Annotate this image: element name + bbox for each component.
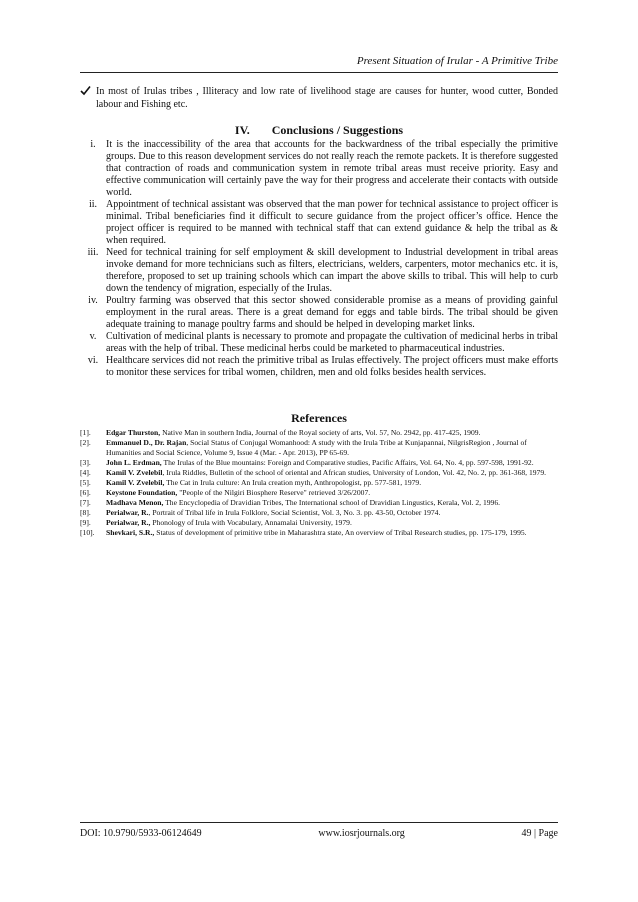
bullet-paragraph [80,85,558,111]
conclusion-item [80,139,558,199]
conclusions-list [80,139,558,379]
ref-author: Keystone Foundation, [106,488,178,497]
ref-details: The Cat in Irula culture: An Irula creation myth, Anthropologist, pp. 577-581, 1979. [164,478,422,487]
ref-details: , Social Status of Conjugal Womanhood: A study with the Irula Tribe at Kunjapannai, NilgrisRegion , Journal of Humanities and Social Science, Volume 9, Issue 4 (Mar. - Apr. 2013), PP 65-69. [106,438,527,457]
ref-author: Shevkari, S.R., [106,528,155,537]
reference-item [80,468,558,478]
footer-website: www.iosrjournals.org [318,828,405,839]
ref-number: [2]. [80,438,91,447]
item-text: Appointment of technical assistant was observed that the man power for technical assistance to project officer is minimal. Tribal beneficiaries find it difficult to secure guidance from the project officer’s office. Hence the project officer is required to be manned with technical staff that can extend guidance & help the tribal as & when required. [106,199,558,246]
conclusion-item [80,247,558,295]
running-title: Present Situation of Irular - A Primitive Tribe [356,55,558,67]
reference-item [80,508,558,518]
conclusion-item [80,355,558,379]
item-number: ii. [88,199,98,210]
reference-item [80,498,558,508]
reference-item [80,458,558,468]
item-number: iv. [88,295,98,306]
ref-number: [7]. [80,498,91,507]
ref-number: [10]. [80,528,95,537]
bullet-text: In most of Irulas tribes , Illiteracy and low rate of livelihood stage are causes for hunter, wood cutter, Bonded labour and Fishing etc. [96,86,558,110]
ref-author: Edgar Thurston, [106,428,161,437]
ref-details: , Portrait of Tribal life in Irula Folklore, Social Scientist, Vol. 3, No. 3. pp. 43-50, October 1974. [148,508,441,517]
ref-details: The Irulas of the Blue mountains: Foreign and Comparative studies, Pacific Affairs, Vol. 64, No. 4, pp. 597-598, 1991-92. [161,458,534,467]
ref-author: Madhava Menon, [106,498,164,507]
conclusion-item [80,295,558,331]
ref-details: "People of the Nilgiri Biosphere Reserve" retrieved 3/26/2007. [177,488,371,497]
ref-details: Phonology of Irula with Vocabulary, Annamalai University, 1979. [150,518,352,527]
references-list [80,428,558,538]
page-footer [80,828,558,839]
ref-author: Kamil V. Zvelebil [106,468,163,477]
section-heading [80,123,558,138]
reference-item [80,528,558,538]
header-rule [80,72,558,73]
conclusion-item [80,331,558,355]
footer-page-number: 49 | Page [521,828,558,839]
reference-item [80,518,558,528]
ref-details: Status of development of primitive tribe in Maharashtra state, An overview of Tribal Research studies, pp. 175-179, 1995. [154,528,527,537]
item-number: iii. [87,247,99,258]
reference-item [80,428,558,438]
reference-item [80,478,558,488]
item-text: It is the inaccessibility of the area that accounts for the backwardness of the tribal especially the primitive groups. Due to this reason development services do not really reach the remote packets. It is therefore suggested that contraction of roads and communication system in remote tribal areas must receive priority. Easy and effective communication will certainly pave the way for their progress and accelerate their contacts with outside world. [106,139,558,198]
item-text: Healthcare services did not reach the primitive tribal as Irulas effectively. The project officers must make efforts to monitor these services for tribal women, children, men and old folks besides health services. [106,355,558,378]
ref-number: [3]. [80,458,91,467]
ref-number: [6]. [80,488,91,497]
reference-item [80,488,558,498]
ref-author: Perialwar, R., [106,518,151,527]
ref-author: John L. Erdman, [106,458,162,467]
item-number: i. [90,139,96,150]
references-heading: References [291,411,347,425]
ref-details: The Encyclopedia of Dravidian Tribes, The International school of Dravidian Lingustics, Kerala, Vol. 2, 1996. [163,498,501,507]
ref-details: , Irula Riddles, Bulletin of the school of oriental and African studies, University of London, Vol. 42, No. 2, pp. 361-368, 1979. [162,468,547,477]
ref-author: Perialwar, R. [106,508,149,517]
checkmark-icon [80,85,94,100]
ref-number: [4]. [80,468,91,477]
footer-doi: DOI: 10.9790/5933-06124649 [80,828,202,839]
ref-number: [9]. [80,518,91,527]
ref-number: [1]. [80,428,91,437]
item-text: Poultry farming was observed that this sector showed considerable promise as a means of providing gainful employment in the rural areas. There is a great demand for eggs and table birds. The tribal should be given adequate training to manage poultry farms and should be helped in developing market links. [106,295,558,330]
reference-item [80,438,558,458]
ref-author: Emmanuel D., Dr. Rajan [106,438,187,447]
item-text: Cultivation of medicinal plants is necessary to promote and propagate the cultivation of medicinal herbs in tribal areas with the help of tribal. These medicinal herbs could be marketed to pharmaceutical industries. [106,331,558,354]
section-title: Conclusions / Suggestions [271,123,404,137]
ref-details: Native Man in southern India, Journal of the Royal society of arts, Vol. 57, No. 2942, pp. 417-425, 1909. [160,428,481,437]
item-number: vi. [87,355,99,366]
ref-author: Kamil V. Zvelebil, [106,478,165,487]
section-number: IV. [234,123,250,137]
ref-number: [5]. [80,478,91,487]
item-number: v. [89,331,97,342]
conclusion-item [80,199,558,247]
ref-number: [8]. [80,508,91,517]
item-text: Need for technical training for self employment & skill development to Industrial development in tribal areas invoke demand for more technicians such as filters, electricians, welders, carpenters, motor mechanics etc. it is, therefore, proposed to set up training schools which can impart the above skills to tribal. This will help to curb down the tendency of migration, especially of the Irulas. [106,247,558,294]
footer-rule [80,822,558,823]
